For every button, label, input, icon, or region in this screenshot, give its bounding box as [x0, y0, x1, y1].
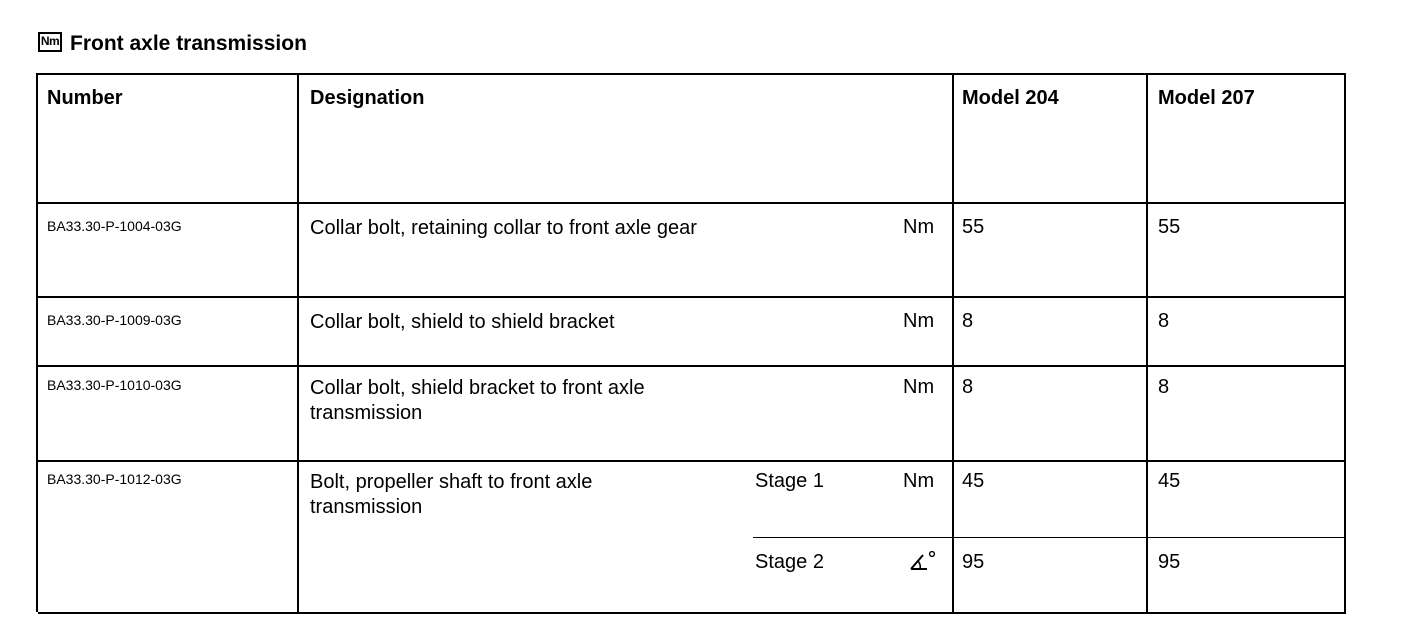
torque-value-204: 45	[962, 470, 985, 492]
header-cell-designation	[297, 75, 954, 204]
stage-divider	[952, 537, 1146, 538]
table-row-cell-model-204	[952, 202, 1148, 298]
torque-value-207: 8	[1158, 310, 1170, 332]
angle-degree-icon	[909, 549, 937, 579]
unit-label: Nm	[903, 376, 935, 398]
unit-label: Nm	[903, 216, 935, 238]
torque-value-207: 95	[1158, 551, 1181, 573]
part-number: BA33.30-P-1004-03G	[47, 218, 182, 234]
column-header-model-207: Model 207	[1158, 87, 1255, 109]
table-row-cell-model-207	[1146, 202, 1346, 298]
torque-value-204: 95	[962, 551, 985, 573]
table-row-cell-number	[38, 296, 299, 367]
table-row-cell-model-204	[952, 365, 1148, 462]
header-cell-model-204	[952, 75, 1148, 204]
unit-label: Nm	[903, 310, 935, 332]
column-header-number: Number	[47, 87, 123, 109]
column-header-designation: Designation	[310, 87, 425, 109]
section-title: Front axle transmission	[70, 32, 307, 55]
designation-text: Collar bolt, retaining collar to front axle gear	[310, 217, 697, 239]
table-row-cell-number	[38, 202, 299, 298]
part-number: BA33.30-P-1012-03G	[47, 471, 182, 487]
torque-value-207: 45	[1158, 470, 1181, 492]
torque-nm-icon: Nm	[38, 32, 62, 52]
table-row-cell-designation	[297, 460, 954, 614]
section-header	[38, 30, 307, 58]
table-row-cell-designation	[297, 296, 954, 367]
designation-text: Collar bolt, shield to shield bracket	[310, 311, 615, 333]
stage-label: Stage 1	[755, 470, 824, 492]
table-row-cell-model-204	[952, 296, 1148, 367]
stage-label: Stage 2	[755, 551, 824, 573]
torque-value-207: 55	[1158, 216, 1181, 238]
table-row-cell-model-207	[1146, 296, 1346, 367]
part-number: BA33.30-P-1009-03G	[47, 312, 182, 328]
torque-value-204: 55	[962, 216, 985, 238]
part-number: BA33.30-P-1010-03G	[47, 377, 182, 393]
torque-value-204: 8	[962, 310, 974, 332]
table-row-cell-number	[38, 365, 299, 462]
table-row-cell-model-204	[952, 460, 1148, 614]
table-row-cell-designation	[297, 202, 954, 298]
stage-divider	[753, 537, 954, 538]
header-cell-model-207	[1146, 75, 1346, 204]
table-row-cell-model-207	[1146, 460, 1346, 614]
table-row-cell-number	[38, 460, 299, 614]
designation-text: Collar bolt, shield bracket to front axle transmission	[310, 377, 645, 424]
torque-value-207: 8	[1158, 376, 1170, 398]
designation-text: Bolt, propeller shaft to front axle transmission	[310, 471, 593, 518]
header-cell-number	[38, 75, 299, 204]
table-row-cell-model-207	[1146, 365, 1346, 462]
stage-divider	[1146, 537, 1344, 538]
column-header-model-204: Model 204	[962, 87, 1059, 109]
torque-table	[36, 73, 1346, 612]
torque-value-204: 8	[962, 376, 974, 398]
table-row-cell-designation	[297, 365, 954, 462]
unit-label: Nm	[903, 470, 935, 492]
